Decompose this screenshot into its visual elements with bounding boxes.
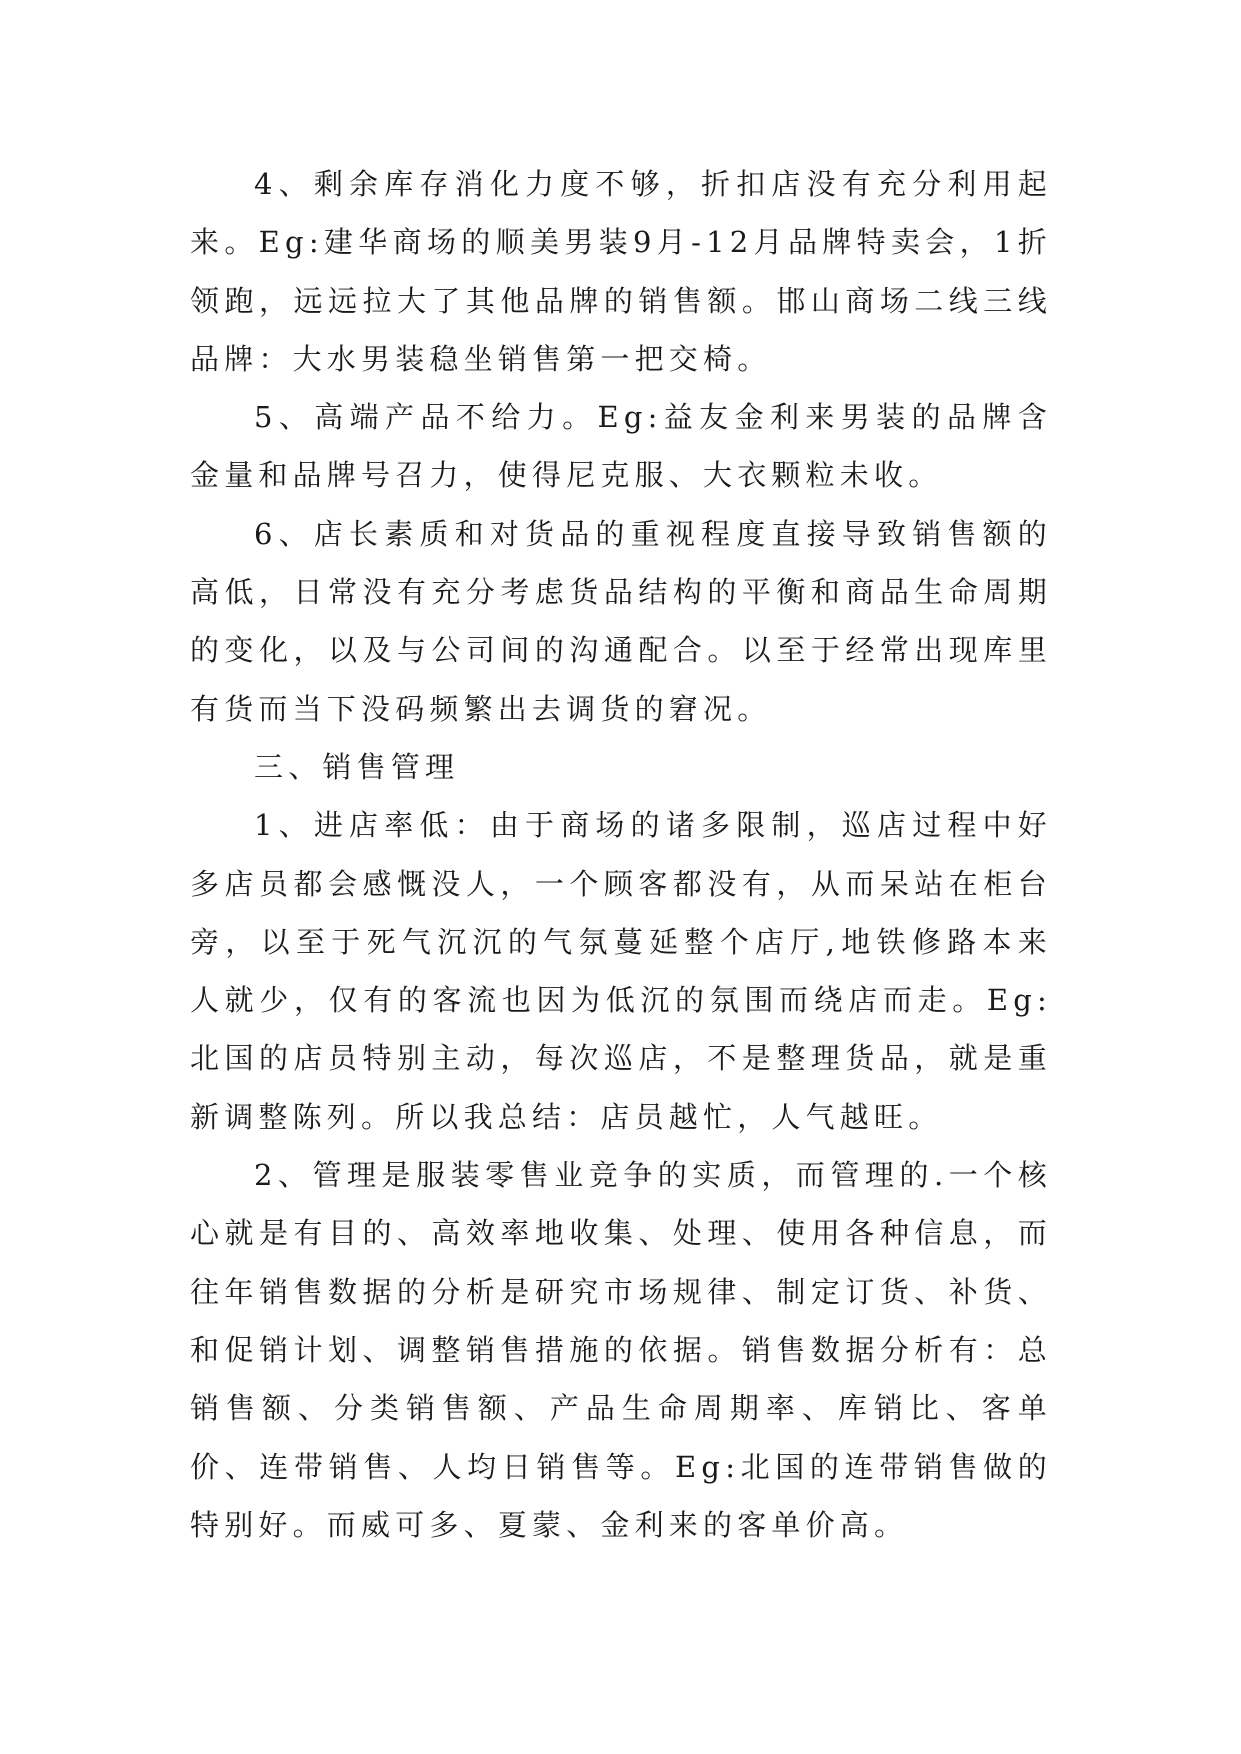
document-page [190,155,1052,1554]
paragraph-high-end-products: 5、高端产品不给力。Eg:益友金利来男装的品牌含金量和品牌号召力，使得尼克服、大衣颗粒未收。 [190,400,1052,493]
paragraph-low-entry-rate: 1、进店率低：由于商场的诸多限制，巡店过程中好多店员都会感慨没人，一个顾客都没有，从而呆站在柜台旁，以至于死气沉沉的气氛蔓延整个店厅,地铁修路本来人就少，仅有的客流也因为低沉的氛围而绕店而走。Eg:北国的店员特别主动，每次巡店，不是整理货品，就是重新调整陈列。所以我总结：店员越忙，人气越旺。 [190,808,1052,1134]
paragraph-inventory-clearance: 4、剩余库存消化力度不够，折扣店没有充分利用起来。Eg:建华商场的顺美男装9月-12月品牌特卖会，1折领跑，远远拉大了其他品牌的销售额。邯山商场二线三线品牌：大水男装稳坐销售第一把交椅。 [190,167,1052,376]
section-heading-sales-management: 三、销售管理 [254,749,460,784]
paragraph-store-manager-quality: 6、店长素质和对货品的重视程度直接导致销售额的高低，日常没有充分考虑货品结构的平衡和商品生命周期的变化，以及与公司间的沟通配合。以至于经常出现库里有货而当下没码频繁出去调货的窘况。 [190,516,1052,726]
paragraph-data-management: 2、管理是服装零售业竞争的实质，而管理的.一个核心就是有目的、高效率地收集、处理、使用各种信息，而往年销售数据的分析是研究市场规律、制定订货、补货、和促销计划、调整销售措施的依据。销售数据分析有：总销售额、分类销售额、产品生命周期率、库销比、客单价、连带销售、人均日销售等。Eg:北国的连带销售做的特别好。而威可多、夏蒙、金利来的客单价高。 [190,1158,1052,1542]
